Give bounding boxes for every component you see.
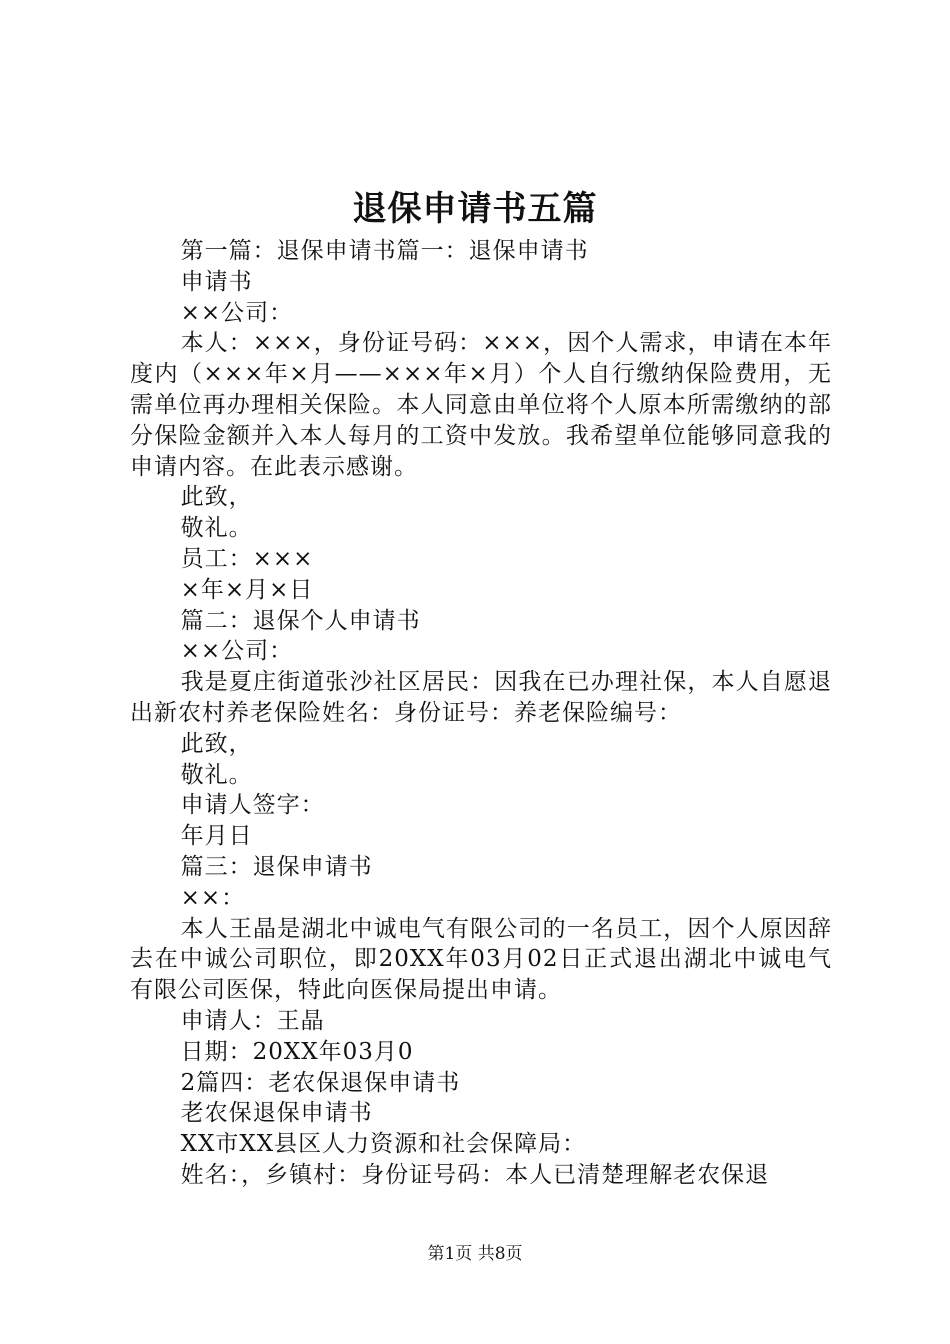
paragraph: 本人王晶是湖北中诚电气有限公司的一名员工，因个人原因辞去在中诚公司职位，即20XX年03月02日正式退出湖北中诚电气有限公司医保，特此向医保局提出申请。 xyxy=(130,915,832,1004)
paragraph: 老农保退保申请书 xyxy=(180,1100,373,1127)
paragraph: 日期：20XX年03月0 xyxy=(180,1038,414,1065)
paragraph: ××： xyxy=(180,884,246,911)
document-body xyxy=(130,236,832,1191)
document-title: 退保申请书五篇 xyxy=(352,189,598,229)
paragraph: 第一篇：退保申请书篇一：退保申请书 xyxy=(180,238,589,264)
paragraph: 员工：××× xyxy=(180,545,314,572)
paragraph: XX市XX县区人力资源和社会保障局： xyxy=(180,1131,587,1158)
paragraph: ××公司： xyxy=(180,299,294,326)
paragraph: ××公司： xyxy=(180,638,294,665)
paragraph: 2篇四：老农保退保申请书 xyxy=(180,1069,461,1096)
paragraph: 篇三：退保申请书 xyxy=(180,853,373,880)
paragraph: 敬礼。 xyxy=(180,515,253,542)
paragraph: 此致， xyxy=(180,730,253,757)
paragraph: 申请人签字： xyxy=(180,792,325,819)
paragraph: 我是夏庄街道张沙社区居民：因我在已办理社保，本人自愿退出新农村养老保险姓名：身份证号：养老保险编号： xyxy=(130,669,832,726)
paragraph: 申请人：王晶 xyxy=(180,1007,325,1034)
paragraph: ×年×月×日 xyxy=(180,576,314,603)
paragraph: 年月日 xyxy=(180,823,253,850)
paragraph: 申请书 xyxy=(180,268,253,295)
paragraph: 篇二：退保个人申请书 xyxy=(180,607,421,634)
paragraph: 本人：×××，身份证号码：×××，因个人需求，申请在本年度内（×××年×月——×××年×月）个人自行缴纳保险费用，无需单位再办理相关保险。本人同意由单位将个人原本所需缴纳的部分保险金额并入本人每月的工资中发放。我希望单位能够同意我的申请内容。在此表示感谢。 xyxy=(130,330,832,480)
paragraph: 姓名：，乡镇村：身份证号码：本人已清楚理解老农保退 xyxy=(180,1161,770,1188)
paragraph: 敬礼。 xyxy=(180,761,253,788)
page-footer: 第1页 共8页 xyxy=(427,1244,523,1264)
paragraph: 此致， xyxy=(180,484,253,511)
